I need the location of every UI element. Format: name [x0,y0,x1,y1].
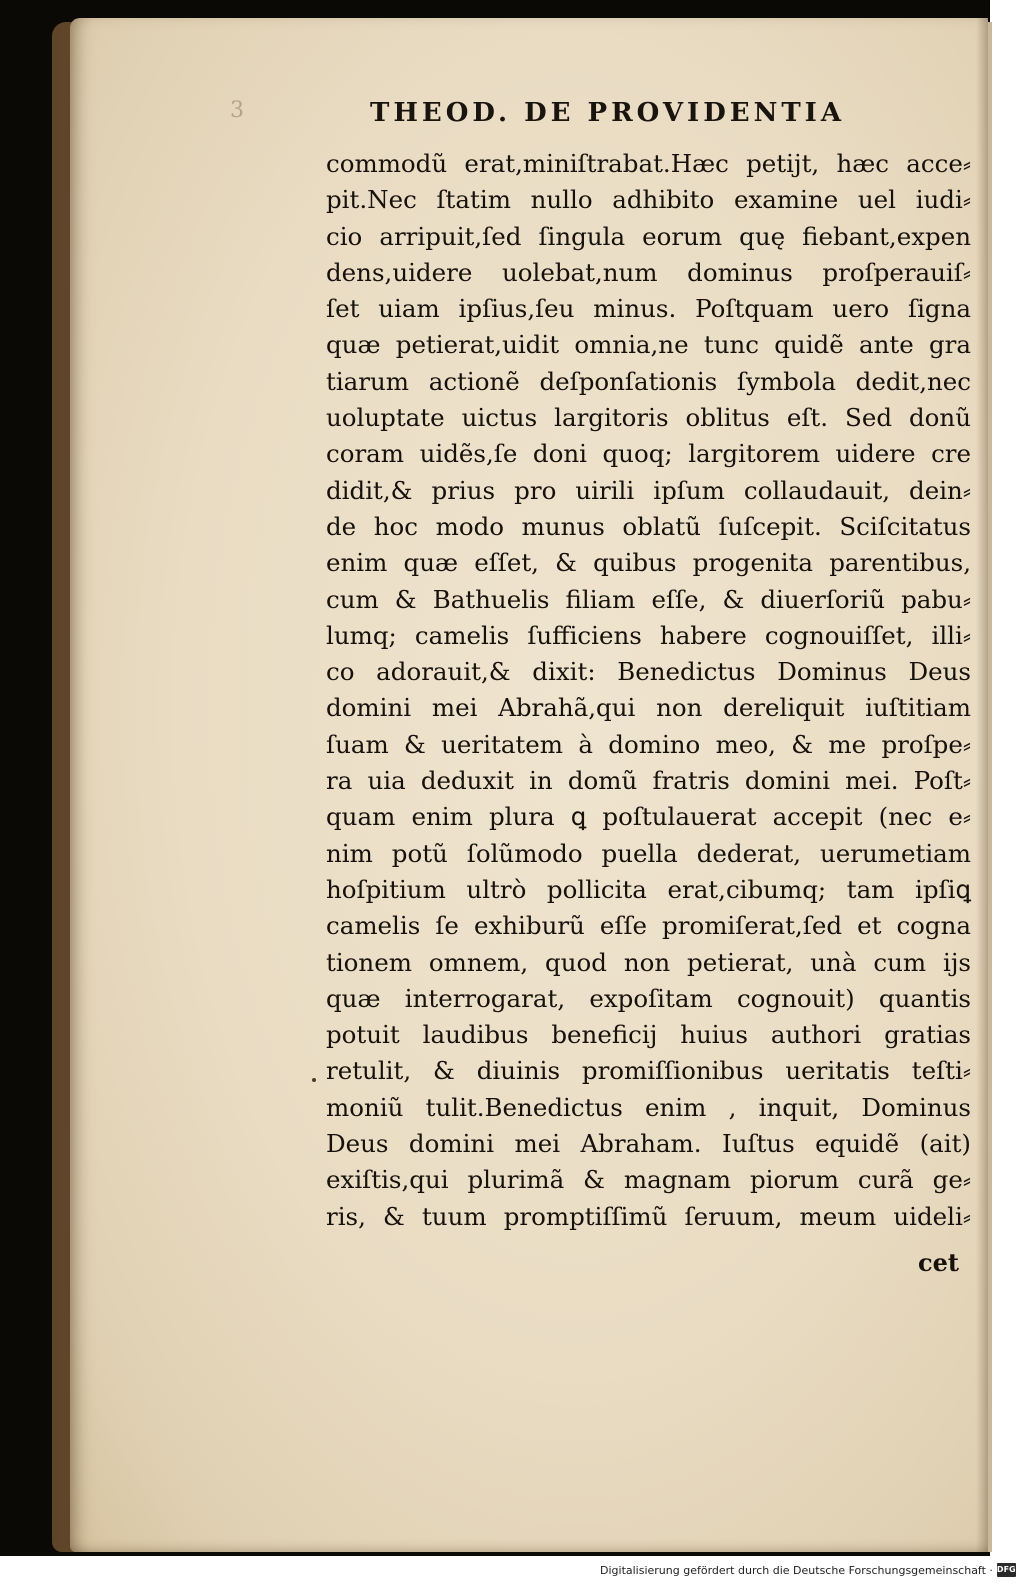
text-line: didit,& prius pro uirili ipſum collaudauit, dein⸗ [326,475,971,505]
text-line: ra uia deduxit in domũ fratris domini mei. Poſt⸗ [326,766,971,796]
dfg-logo-icon: DFG [997,1563,1016,1577]
text-line: domini mei Abrahã,qui non dereliquit iuſtitiam [326,693,971,723]
running-head: THEOD. DE PROVIDENTIA [370,98,846,128]
text-line: de hoc modo munus oblatũ ſuſcepit. Sciſcitatus [326,511,971,541]
text-line: tionem omnem, quod non petierat, unà cum ijs [326,947,971,977]
text-line: potuit laudibus beneficij huius authori gratias [326,1020,971,1050]
text-line: cio arripuit,ſed ſingula eorum quę fiebant,expen [326,221,971,251]
text-line: dens,uidere uolebat,num dominus proſperauiſ⸗ [326,257,971,287]
text-line: pit.Nec ſtatim nullo adhibito examine uel iudi⸗ [326,185,971,215]
text-line: quam enim plura ꝗ poſtulauerat accepit (nec e⸗ [326,802,971,832]
digitization-footer [600,1561,1016,1579]
text-line: ſuam & ueritatem à domino meo, & me proſpe⸗ [326,729,971,759]
text-line: hoſpitium ultrò pollicita erat,cibumq; tam ipſiꝗ [326,874,971,904]
text-line: ris, & tuum promptiſſimũ ſeruum, meum uideli⸗ [326,1201,971,1231]
text-line: moniũ tulit.Benedictus enim , inquit, Dominus [326,1092,971,1122]
text-line: retulit, & diuinis promiſſionibus ueritatis teſti⸗ [326,1056,971,1086]
text-line: cum & Bathuelis filiam eſſe, & diuerſoriũ pabu⸗ [326,584,971,614]
text-line: camelis ſe exhiburũ eſſe promiſerat,ſed et cogna [326,911,971,941]
text-line: quæ interrogarat, expoſitam cognouit) quantis [326,983,971,1013]
text-line: co adorauit,& dixit: Benedictus Dominus Deus [326,657,971,687]
text-line: Deus domini mei Abraham. Iuſtus equidẽ (ait) [326,1129,971,1159]
footer-text: Digitalisierung gefördert durch die Deutsche Forschungsgemeinschaft · [600,1563,993,1577]
text-line: commodũ erat,miniſtrabat.Hæc petijt, hæc acce⸗ [326,149,971,178]
page-gutter-shadow [976,18,988,1552]
text-block [326,146,971,1235]
text-line: lumq; camelis ſufficiens habere cognouiſſet, illi⸗ [326,620,971,650]
text-line: quæ petierat,uidit omnia,ne tunc quidẽ ante gra [326,330,971,360]
text-line: ſet uiam ipſius,ſeu minus. Poſtquam uero ſigna [326,294,971,324]
text-line: uoluptate uictus largitoris oblitus eſt. Sed donũ [326,403,971,433]
text-line: enim quæ eſſet, & quibus progenita parentibus, [326,548,971,578]
text-line: exiſtis,qui plurimã & magnam piorum curã ge⸗ [326,1165,971,1195]
faint-page-mark: 3 [230,98,244,123]
margin-mark [312,1078,316,1082]
text-line: nim potũ ſolũmodo puella dederat, uerumetiam [326,838,971,868]
text-line: coram uidẽs,ſe doni quoq; largitorem uidere cre [326,439,971,469]
catchword: cet [918,1248,959,1277]
text-line: tiarum actionẽ deſponſationis ſymbola dedit,nec [326,366,971,396]
